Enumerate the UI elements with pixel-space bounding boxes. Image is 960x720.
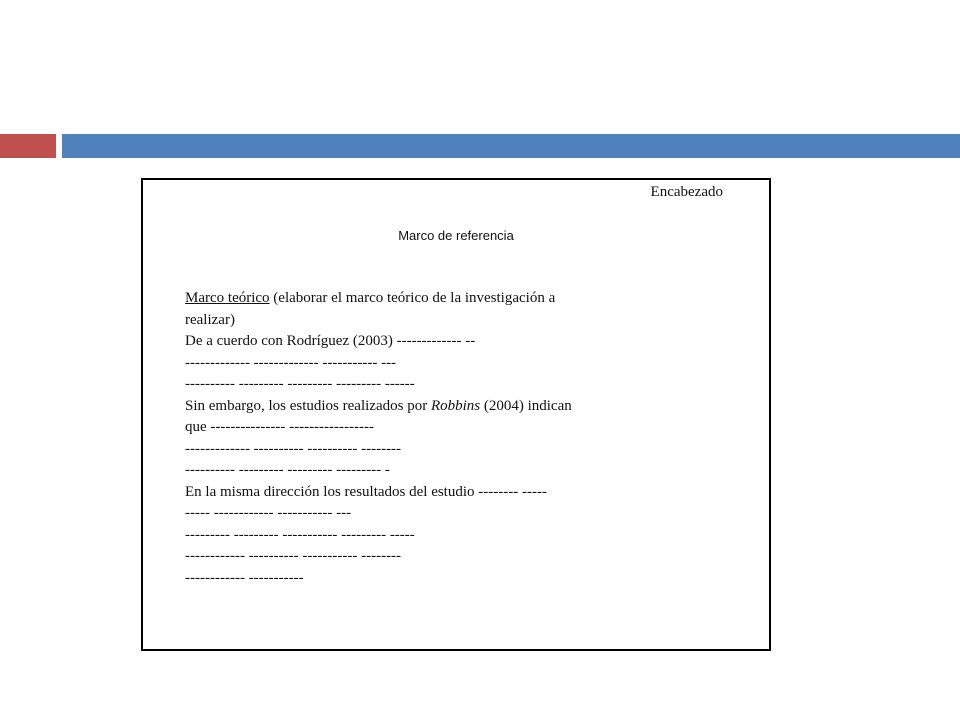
body-line [185, 288, 745, 310]
body-line-text: Sin embargo, los estudios realizados por [185, 397, 431, 414]
body-line: ------------ ---------- ----------- -------- [185, 548, 402, 564]
body-line: realizar) [185, 311, 235, 328]
body-line: En la misma dirección los resultados del estudio -------- ----- [185, 483, 547, 500]
accent-bar-blue [62, 134, 960, 158]
body-line [185, 396, 745, 418]
document-body [185, 288, 745, 589]
body-line: ------------ ----------- [185, 569, 304, 586]
body-line: ---------- --------- --------- --------- ------ [185, 376, 415, 392]
document-header: Encabezado [650, 184, 723, 200]
body-line: ------------- ------------- ----------- --- [185, 354, 397, 371]
author-name: Robbins [430, 397, 481, 414]
document-image [141, 178, 771, 651]
body-line-text: (elaborar el marco teórico de la investigación a [269, 290, 556, 306]
body-line: ------------- ---------- ---------- -------- [185, 440, 402, 457]
body-line: que --------------- ----------------- [185, 419, 375, 435]
marco-teorico-heading: Marco teórico [185, 290, 270, 306]
body-line: De a cuerdo con Rodríguez (2003) ------------- -- [185, 333, 476, 349]
body-line: --------- --------- ----------- --------- ----- [185, 526, 415, 543]
accent-bar-red [0, 134, 56, 158]
body-line: ----- ------------ ----------- --- [185, 505, 352, 521]
body-line-text: (2004) indican [480, 397, 572, 414]
document-title: Marco de referencia [398, 228, 514, 243]
body-line: ---------- --------- --------- --------- - [185, 462, 390, 478]
